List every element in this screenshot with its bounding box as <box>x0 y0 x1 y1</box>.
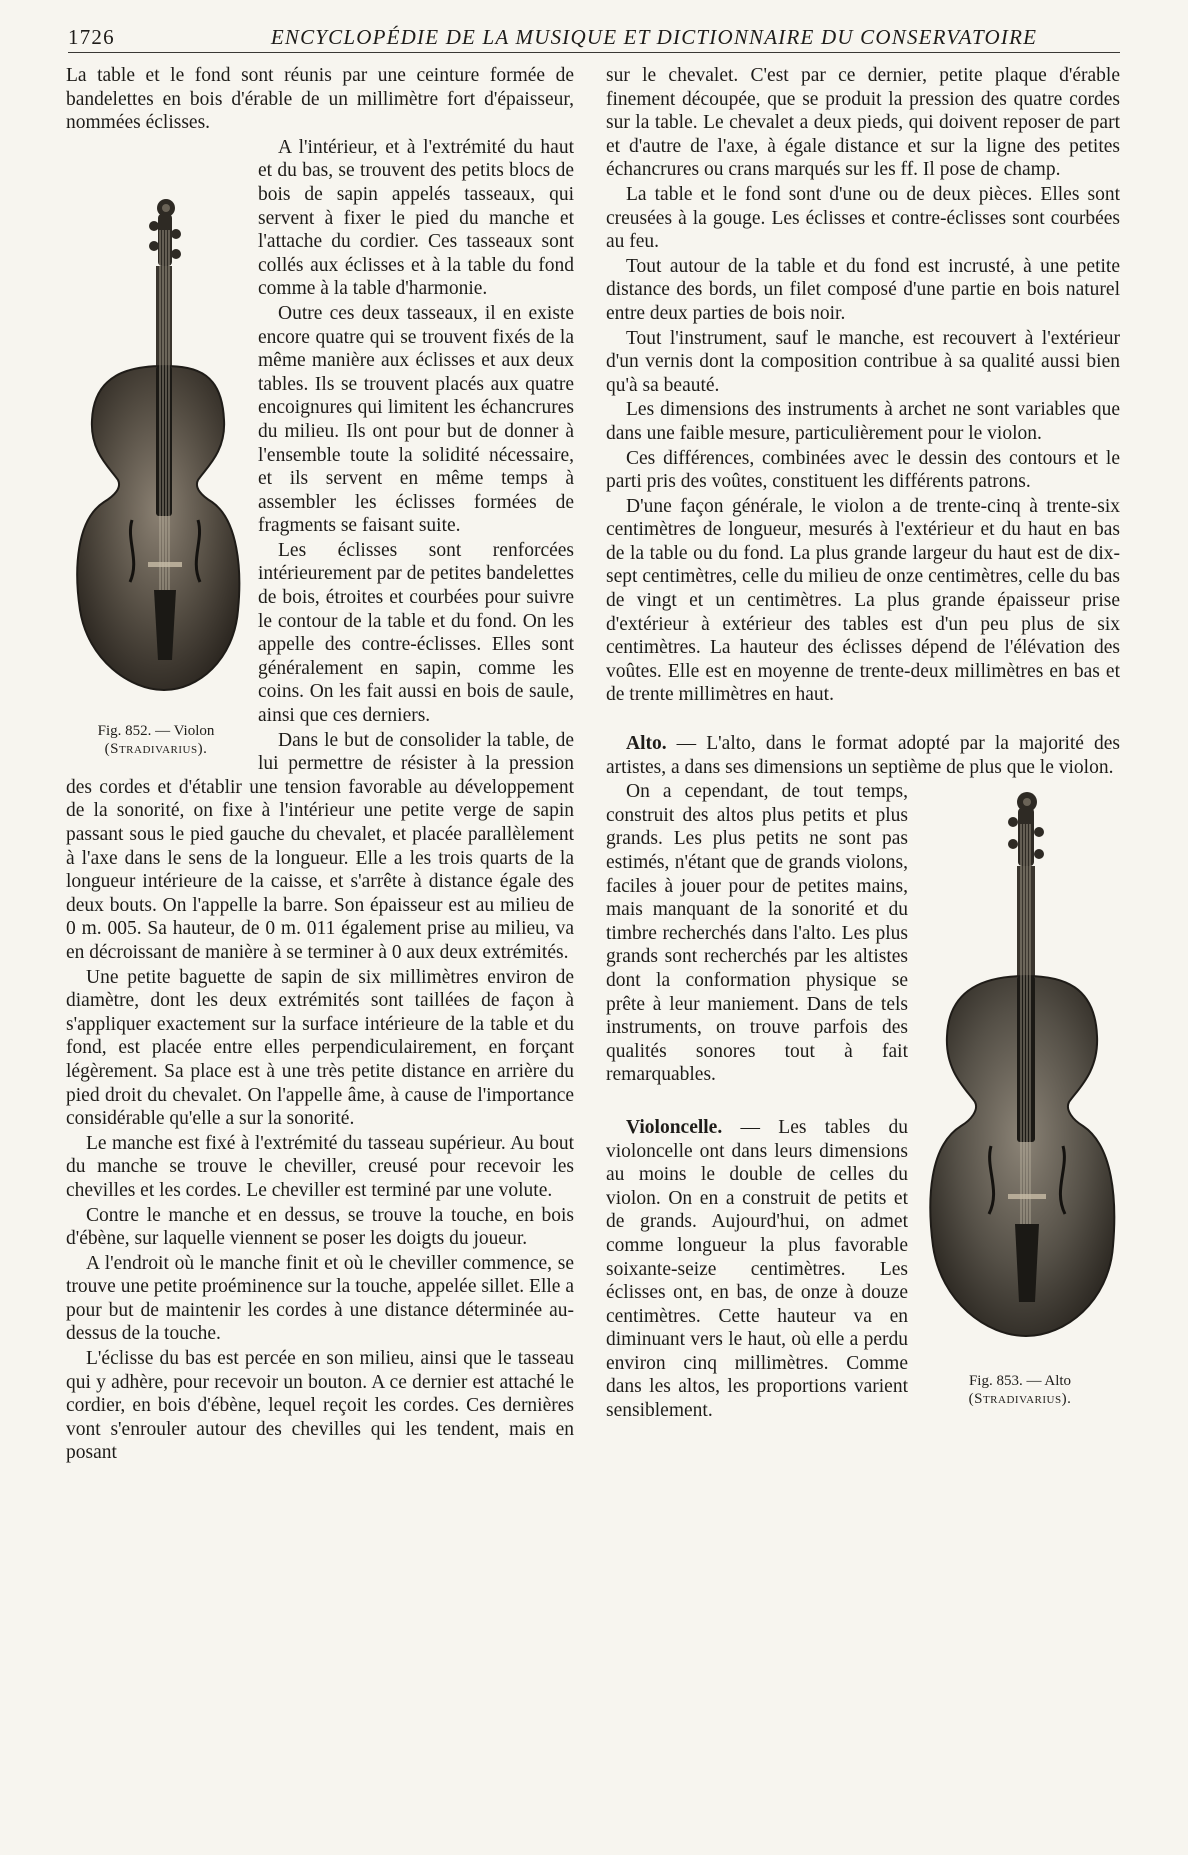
caption-title: Fig. 853. — Alto <box>968 1373 1072 1390</box>
caption-attribution: (Stradivarius). <box>968 1391 1072 1408</box>
paragraph: L'éclisse du bas est percée en son milieu, ainsi que le tasseau qui y adhère, pour recevoir un bouton. A ce dernier est attaché le cordier, en bois d'ébène, lequel reçoit les cordes. Ces dernières vont s'enrouler autour des chevilles qui les tendent, mais en posant <box>66 1348 574 1464</box>
right-column <box>606 64 1120 1424</box>
alto-paragraph <box>606 732 1120 779</box>
page-number: 1726 <box>68 25 115 49</box>
paragraph: Une petite baguette de sapin de six millimètres environ de diamètre, dont les deux extrémités sont taillées de façon à s'appliquer exactement sur la surface intérieure de la table et du fond, est placée entre elles perpendiculairement, en forçant légèrement. Sa place est à une très petite distance en arrière du pied droit du chevalet. On l'appelle âme, à cause de l'importance considérable qu'elle a sur la sonorité. <box>66 966 574 1130</box>
paragraph: A l'intérieur, et à l'extrémité du haut et du bas, se trouvent des petits blocs de bois de sapin appelés tasseaux, qui servent à fixer le pied du manche et l'attache du cordier. Ces tasseaux sont collés aux éclisses et à la table du fond comme à la table d'harmonie. <box>258 136 574 300</box>
alto-text: — L'alto, dans le format adopté par la majorité des artistes, a dans ses dimensions un septième de plus que le violon. <box>606 733 1120 778</box>
section-heading-alto: Alto. <box>626 733 667 755</box>
caption-title: Fig. 852. — Violon <box>97 722 215 739</box>
paragraph: Les dimensions des instruments à archet ne sont variables que dans une faible mesure, particulièrement pour le violon. <box>606 399 1120 444</box>
paragraph: A l'endroit où le manche finit et où le cheviller commence, se trouve une petite proéminence sur la touche, appelée sillet. Elle a pour but de maintenir les cordes à une distance déterminée au-dessus de la touche. <box>66 1252 574 1345</box>
paragraph: D'une façon générale, le violon a de trente-cinq à trente-six centimètres de longueur, mesurés à l'extérieur et du haut en bas de la table ou du fond. La plus grande largeur du haut est de dix-sept centimètres, celle du milieu de onze centimètres, celle du bas de vingt et un centimètres. La plus grande épaisseur prise d'extérieur à extérieur des tables est d'un peu plus de six centimètres. La hauteur des éclisses dépend de l'élévation des voûtes. Elle est en moyenne de trente-deux millimètres en bas et de trente millimètres en haut. <box>606 495 1120 706</box>
page-header <box>68 22 1120 53</box>
figure-violin <box>66 190 246 758</box>
paragraph: On a cependant, de tout temps, construit des altos plus petits et plus grands. Les plus petits ne sont pas estimés, n'étant que de grands violons, faciles à jouer pour de petites mains, mais manquant de la sonorité et du timbre recherchés dans l'alto. Les plus grands sont recherchés par les altistes dont la conformation physique se prête à leur maniement. Dans de tels instruments, on trouve parfois des qualités sonores tout à fait remarquables. <box>606 781 908 1086</box>
paragraph: Le manche est fixé à l'extrémité du tasseau supérieur. Au bout du manche se trouve le cheviller, creusé pour recevoir les chevilles et les cordes. Le cheviller est terminé par une volute. <box>66 1132 574 1201</box>
paragraph: Les éclisses sont renforcées intérieurement par de petites bandelettes de bois, étroites et courbées pour suivre le contour de la table et du fond. On les appelle des contre-éclisses. Elles sont généralement en sapin, comme les coins. On les fait aussi en bois de saule, ainsi que ces derniers. <box>258 539 574 727</box>
violin-illustration-icon <box>70 190 242 710</box>
figure-caption <box>920 1372 1120 1408</box>
paragraph: sur le chevalet. C'est par ce dernier, petite plaque d'érable finement découpée, que se produit la pression des quatre cordes sur la table. Le chevalet a deux pieds, qui doivent reposer de part et d'autre de l'axe, à égale distance et sur la ligne des petites échancrures ou crans marqués sur les ff. Il pose de champ. <box>606 65 1120 181</box>
paragraph: Outre ces deux tasseaux, il en existe encore quatre qui se trouvent fixés de la même manière aux éclisses et aux deux tables. Ils se trouvent placés aux quatre encoignures qui limitent les échancrures du milieu. Ils ont pour but de donner à l'ensemble toute la solidité nécessaire, et ils servent en même temps à assembler les éclisses formées de fragments se faisant suite. <box>258 302 574 537</box>
left-column <box>66 64 574 1466</box>
paragraph: La table et le fond sont d'une ou de deux pièces. Elles sont creusées à la gouge. Les éclisses et contre-éclisses sont courbées au feu. <box>606 183 1120 253</box>
section-heading-violoncelle: Violoncelle. <box>626 1116 723 1138</box>
paragraph: Ces différences, combinées avec le dessin des contours et le parti pris des voûtes, constituent les différents patrons. <box>606 447 1120 493</box>
figure-alto <box>920 780 1120 1408</box>
paragraph: La table et le fond sont réunis par une ceinture formée de bandelettes en bois d'érable de un millimètre fort d'épaisseur, nommées éclisses. <box>66 65 574 134</box>
caption-attribution: (Stradivarius). <box>104 740 208 757</box>
paragraph: Tout autour de la table et du fond est incrusté, à une petite distance des bords, un filet composé d'une partie en bois naturel entre deux parties de bois noir. <box>606 255 1120 324</box>
running-title: ENCYCLOPÉDIE DE LA MUSIQUE ET DICTIONNAIRE DU CONSERVATOIRE <box>270 25 1038 49</box>
figure-caption <box>66 722 246 758</box>
paragraph: Contre le manche et en dessus, se trouve la touche, en bois d'ébène, sur laquelle viennent se poser les doigts du joueur. <box>66 1204 574 1250</box>
alto-illustration-icon <box>923 780 1117 1360</box>
section-gap <box>606 708 1120 732</box>
paragraph: Dans le but de consolider la table, de lui permettre de résister à la pression des cordes et d'établir une tension favorable au développement de la sonorité, on fixe à l'intérieur une petite verge de sapin passant sous le pied gauche du chevalet, et placée parallèlement à l'axe dans le sens de la longueur. Elle a les trois quarts de la longueur intérieure de la caisse, et s'arrête à distance égale des deux bouts. On l'appelle la barre. Son épaisseur est au milieu de 0 m. 005. Sa hauteur, de 0 m. 011 également prise au milieu, va en décroissant de manière à se terminer à 0 aux deux extrémités. <box>66 729 574 963</box>
violoncelle-text: — Les tables du violoncelle ont dans leurs dimensions au moins le double de celles du violon. On en a construit de petits et de grands. Aujourd'hui, on admet comme longueur la plus favorable soixante-seize centimètres. Les éclisses ont, en bas, de onze à douze centimètres. Cette hauteur va en diminuant vers le haut, où elle a perdu environ cinq millimètres. Comme dans les altos, les proportions varient sensiblement. <box>606 1116 908 1422</box>
paragraph: Tout l'instrument, sauf le manche, est recouvert à l'extérieur d'un vernis dont la composition contribue à sa qualité aussi bien qu'à sa beauté. <box>606 327 1120 396</box>
